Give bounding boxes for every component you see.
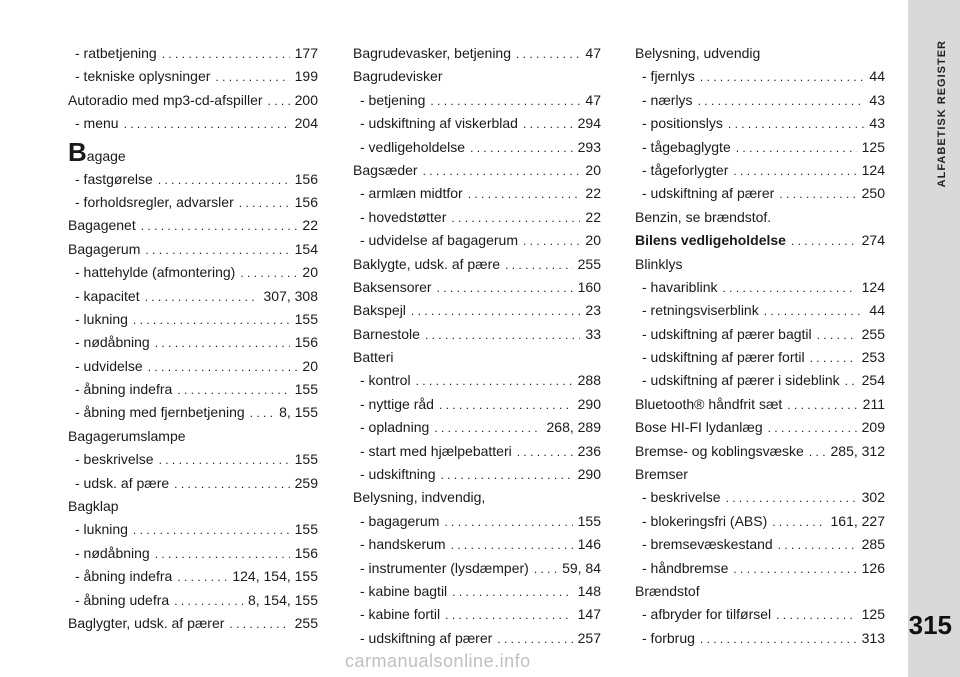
- entry-page-number: 285, 312: [830, 442, 885, 459]
- entry-page-number: 22: [302, 217, 318, 234]
- entry-term: - udskiftning af pærer fortil: [642, 349, 805, 366]
- dot-leader: [810, 347, 857, 369]
- entry-term: - kabine bagtil: [360, 582, 448, 599]
- entry-page-number: 259: [294, 474, 318, 491]
- dot-leader: [145, 239, 289, 261]
- entry-term: - kontrol: [360, 372, 411, 389]
- dot-leader: [733, 160, 856, 182]
- index-entry: [353, 486, 601, 509]
- entry-term: Bilens vedligeholdelse: [635, 232, 786, 249]
- dot-leader: [423, 160, 581, 182]
- entry-term: - nærlys: [642, 91, 693, 108]
- entry-term: - nødåbning: [75, 544, 150, 561]
- index-subentry: [635, 486, 885, 509]
- index-subentry: [635, 510, 885, 533]
- dot-leader: [411, 300, 581, 322]
- entry-term: - retningsviserblink: [642, 302, 759, 319]
- entry-term: - armlæn midtfor: [360, 185, 463, 202]
- index-entry: [68, 89, 318, 112]
- entry-page-number: 43: [869, 91, 885, 108]
- dot-leader: [268, 90, 290, 112]
- index-subentry: [68, 355, 318, 378]
- entry-page-number: 20: [302, 357, 318, 374]
- dot-leader: [733, 558, 856, 580]
- index-subentry: [353, 229, 601, 252]
- index-subentry: [68, 331, 318, 354]
- index-subentry: [68, 378, 318, 401]
- entry-page-number: 44: [869, 302, 885, 319]
- index-subentry: [68, 261, 318, 284]
- dot-leader: [779, 183, 856, 205]
- entry-page-number: 125: [861, 606, 885, 623]
- entry-term: Baglygter, udsk. af pærer: [68, 614, 225, 631]
- index-entry: [353, 253, 601, 276]
- entry-page-number: 204: [294, 115, 318, 132]
- entry-term: - udvidelse: [75, 357, 143, 374]
- entry-page-number: 44: [869, 68, 885, 85]
- entry-page-number: 156: [294, 170, 318, 187]
- entry-page-number: 161, 227: [830, 512, 885, 529]
- entry-page-number: 8, 155: [279, 404, 318, 421]
- index-subentry: [353, 206, 601, 229]
- entry-page-number: 8, 154, 155: [247, 591, 318, 608]
- entry-term: Bagrudevasker, betjening: [353, 45, 511, 61]
- entry-term: Bakspejl: [353, 302, 406, 319]
- dot-leader: [517, 441, 573, 463]
- entry-term: - nyttige råd: [360, 395, 434, 412]
- dot-leader: [468, 183, 581, 205]
- dot-leader: [791, 230, 857, 252]
- index-subentry: [635, 182, 885, 205]
- index-entry: [635, 416, 885, 439]
- entry-page-number: 293: [577, 138, 601, 155]
- index-subentry: [635, 533, 885, 556]
- dot-leader: [416, 370, 573, 392]
- index-subentry: [353, 112, 601, 135]
- entry-term: - vedligeholdelse: [360, 138, 466, 155]
- index-subentry: [353, 603, 601, 626]
- entry-term: - tågeforlygter: [642, 161, 729, 178]
- entry-page-number: 313: [861, 629, 885, 646]
- entry-term: Bagklap: [68, 498, 119, 515]
- entry-page-number: 155: [294, 381, 318, 398]
- dot-leader: [523, 113, 573, 135]
- index-subentry: [353, 627, 601, 650]
- entry-term: Baklygte, udsk. af pære: [353, 255, 501, 272]
- entry-term: - positionslys: [642, 115, 723, 132]
- dot-leader: [177, 379, 289, 401]
- index-entry: [635, 253, 885, 276]
- entry-page-number: 155: [577, 512, 601, 529]
- entry-term: Barnestole: [353, 325, 420, 342]
- entry-term: Bluetooth® håndfrit sæt: [635, 395, 783, 412]
- index-subentry: [68, 112, 318, 135]
- index-subentry: [353, 510, 601, 533]
- index-subentry: [635, 299, 885, 322]
- index-column-2: [353, 42, 601, 650]
- dot-leader: [439, 394, 573, 416]
- index-subentry: [353, 557, 601, 580]
- index-subentry: [68, 401, 318, 424]
- index-entry: [68, 425, 318, 448]
- entry-page-number: 154: [294, 240, 318, 257]
- entry-term: - nødåbning: [75, 334, 150, 351]
- entry-term: - forbrug: [642, 629, 695, 646]
- entry-page-number: 257: [577, 629, 601, 646]
- dot-leader: [523, 230, 580, 252]
- dot-leader: [698, 90, 865, 112]
- dot-leader: [133, 519, 290, 541]
- entry-term: - forholdsregler, advarsler: [75, 193, 234, 210]
- index-subentry: [635, 557, 885, 580]
- index-entry: [635, 580, 885, 603]
- entry-page-number: 156: [294, 544, 318, 561]
- entry-page-number: 250: [861, 185, 885, 202]
- entry-page-number: 209: [861, 419, 885, 436]
- index-subentry: [635, 627, 885, 650]
- entry-page-number: 47: [585, 91, 601, 108]
- section-heading-rest: agage: [86, 147, 126, 164]
- entry-page-number: 155: [294, 451, 318, 468]
- index-subentry: [353, 136, 601, 159]
- entry-page-number: 146: [577, 536, 601, 553]
- dot-leader: [174, 590, 243, 612]
- dot-leader: [250, 402, 274, 424]
- entry-term: Bose HI-FI lydanlæg: [635, 419, 763, 436]
- index-entry: [635, 206, 885, 229]
- dot-leader: [845, 370, 857, 392]
- entry-page-number: 155: [294, 521, 318, 538]
- index-subentry: [635, 346, 885, 369]
- entry-term: Bremse- og koblingsvæske: [635, 442, 804, 459]
- entry-term: - udskiftning: [360, 466, 436, 483]
- entry-term: - udskiftning af pærer: [360, 629, 493, 646]
- section-sidebar: [908, 0, 960, 677]
- entry-term: - blokeringsfri (ABS): [642, 512, 768, 529]
- dot-leader: [700, 66, 865, 88]
- index-subentry: [68, 168, 318, 191]
- index-subentry: [635, 65, 885, 88]
- entry-page-number: 148: [577, 582, 601, 599]
- dot-leader: [434, 417, 541, 439]
- index-subentry: [635, 369, 885, 392]
- dot-leader: [177, 566, 227, 588]
- index-subentry: [68, 42, 318, 65]
- index-column-1: [68, 42, 318, 635]
- entry-term: Bagagenet: [68, 217, 136, 234]
- dot-leader: [239, 192, 290, 214]
- index-subentry: [68, 518, 318, 541]
- entry-term: - tekniske oplysninger: [75, 68, 211, 85]
- entry-page-number: 124, 154, 155: [232, 568, 318, 585]
- dot-leader: [148, 356, 298, 378]
- dot-leader: [430, 90, 580, 112]
- entry-term: - start med hjælpebatteri: [360, 442, 512, 459]
- index-entry: [635, 463, 885, 486]
- dot-leader: [764, 300, 865, 322]
- page-number: 315: [908, 610, 952, 640]
- index-subentry: [635, 136, 885, 159]
- index-subentry: [353, 89, 601, 112]
- entry-term: Belysning, udvendig: [635, 45, 761, 61]
- index-column-3: [635, 42, 885, 650]
- index-subentry: [68, 565, 318, 588]
- dot-leader: [470, 137, 573, 159]
- index-subentry: [353, 463, 601, 486]
- index-entry: [353, 65, 601, 88]
- entry-term: - håndbremse: [642, 559, 729, 576]
- dot-leader: [141, 215, 298, 237]
- entry-term: - menu: [75, 115, 119, 132]
- dot-leader: [722, 277, 856, 299]
- entry-term: Bagsæder: [353, 161, 418, 178]
- entry-page-number: 22: [585, 208, 601, 225]
- entry-term: - tågebaglygte: [642, 138, 731, 155]
- entry-term: - hovedstøtter: [360, 208, 447, 225]
- entry-term: - udskiftning af viskerblad: [360, 115, 518, 132]
- dot-leader: [787, 394, 857, 416]
- index-entry: [635, 393, 885, 416]
- index-entry: [68, 214, 318, 237]
- index-subentry: [635, 159, 885, 182]
- entry-term: - bagagerum: [360, 512, 440, 529]
- entry-page-number: 177: [294, 45, 318, 61]
- index-subentry: [635, 89, 885, 112]
- entry-term: - lukning: [75, 310, 128, 327]
- entry-term: - kabine fortil: [360, 606, 441, 623]
- entry-term: - åbning indefra: [75, 381, 173, 398]
- entry-term: - opladning: [360, 419, 430, 436]
- dot-leader: [133, 309, 290, 331]
- dot-leader: [768, 417, 857, 439]
- index-subentry: [635, 603, 885, 626]
- section-initial: B: [68, 136, 87, 167]
- index-subentry: [68, 589, 318, 612]
- entry-term: Benzin, se brændstof.: [635, 208, 772, 225]
- entry-term: Brændstof: [635, 582, 700, 599]
- index-subentry: [353, 440, 601, 463]
- entry-term: - afbryder for tilførsel: [642, 606, 772, 623]
- entry-page-number: 156: [294, 193, 318, 210]
- dot-leader: [158, 169, 290, 191]
- index-subentry: [68, 65, 318, 88]
- entry-page-number: 302: [861, 489, 885, 506]
- entry-term: Bremser: [635, 466, 688, 483]
- dot-leader: [174, 473, 289, 495]
- index-subentry: [635, 323, 885, 346]
- entry-page-number: 59, 84: [562, 559, 601, 576]
- entry-page-number: 155: [294, 310, 318, 327]
- entry-page-number: 254: [861, 372, 885, 389]
- index-subentry: [353, 393, 601, 416]
- dot-leader: [145, 286, 259, 308]
- index-subentry: [635, 112, 885, 135]
- index-entry: [353, 346, 601, 369]
- entry-term: - beskrivelse: [642, 489, 721, 506]
- entry-page-number: 156: [294, 334, 318, 351]
- dot-leader: [736, 137, 857, 159]
- index-subentry: [353, 533, 601, 556]
- index-entry: [353, 42, 601, 65]
- entry-page-number: 126: [861, 559, 885, 576]
- index-subentry: [68, 308, 318, 331]
- index-subentry: [68, 285, 318, 308]
- dot-leader: [505, 254, 573, 276]
- dot-leader: [809, 441, 826, 463]
- dot-leader: [215, 66, 289, 88]
- dot-leader: [155, 332, 290, 354]
- index-entry: [353, 159, 601, 182]
- dot-leader: [776, 604, 857, 626]
- entry-page-number: 294: [577, 115, 601, 132]
- dot-leader: [159, 449, 290, 471]
- index-subentry: [635, 276, 885, 299]
- dot-leader: [728, 113, 865, 135]
- entry-page-number: 199: [294, 68, 318, 85]
- dot-leader: [124, 113, 290, 135]
- entry-page-number: 47: [585, 45, 601, 61]
- entry-page-number: 160: [577, 278, 601, 295]
- dot-leader: [516, 43, 580, 65]
- entry-page-number: 290: [577, 466, 601, 483]
- entry-term: - udskiftning af pærer bagtil: [642, 325, 812, 342]
- index-entry: [353, 276, 601, 299]
- entry-term: - betjening: [360, 91, 426, 108]
- dot-leader: [726, 487, 857, 509]
- entry-page-number: 20: [585, 161, 601, 178]
- index-entry: [635, 229, 885, 252]
- dot-leader: [452, 581, 572, 603]
- entry-term: - åbning indefra: [75, 568, 173, 585]
- entry-term: Blinklys: [635, 255, 683, 272]
- dot-leader: [451, 534, 573, 556]
- entry-term: Batteri: [353, 349, 394, 366]
- index-subentry: [68, 472, 318, 495]
- entry-term: Belysning, indvendig,: [353, 489, 486, 506]
- entry-term: Bagrudevisker: [353, 68, 443, 85]
- watermark-footer: carmanualsonline.info: [345, 651, 531, 671]
- index-entry: [68, 238, 318, 261]
- entry-page-number: 33: [585, 325, 601, 342]
- entry-page-number: 255: [861, 325, 885, 342]
- entry-page-number: 22: [585, 185, 601, 202]
- entry-term: - ratbetjening: [75, 45, 157, 61]
- index-subentry: [68, 191, 318, 214]
- dot-leader: [162, 43, 290, 65]
- entry-page-number: 20: [585, 232, 601, 249]
- entry-term: - udvidelse af bagagerum: [360, 232, 518, 249]
- section-label: ALFABETISK REGISTER: [936, 40, 948, 188]
- entry-term: - fastgørelse: [75, 170, 153, 187]
- index-entry: [353, 323, 601, 346]
- index-subentry: [68, 448, 318, 471]
- index-entry: [68, 612, 318, 635]
- entry-term: - hattehylde (afmontering): [75, 264, 236, 281]
- entry-term: - lukning: [75, 521, 128, 538]
- index-subentry: [353, 369, 601, 392]
- entry-term: - kapacitet: [75, 287, 140, 304]
- index-entry: [68, 495, 318, 518]
- dot-leader: [240, 262, 297, 284]
- index-subentry: [353, 416, 601, 439]
- dot-leader: [451, 207, 580, 229]
- entry-page-number: 20: [302, 264, 318, 281]
- dot-leader: [778, 534, 857, 556]
- entry-term: - fjernlys: [642, 68, 695, 85]
- entry-page-number: 255: [294, 614, 318, 631]
- entry-term: - udsk. af pære: [75, 474, 170, 491]
- entry-page-number: 255: [577, 255, 601, 272]
- entry-page-number: 268, 289: [546, 419, 601, 436]
- entry-term: - åbning udefra: [75, 591, 170, 608]
- dot-leader: [700, 628, 857, 650]
- entry-term: - havariblink: [642, 278, 718, 295]
- entry-page-number: 43: [869, 115, 885, 132]
- entry-page-number: 236: [577, 442, 601, 459]
- entry-page-number: 253: [861, 349, 885, 366]
- dot-leader: [155, 543, 290, 565]
- entry-term: Bagagerumslampe: [68, 427, 186, 444]
- entry-page-number: 147: [577, 606, 601, 623]
- entry-page-number: 211: [862, 395, 885, 412]
- entry-page-number: 285: [861, 536, 885, 553]
- entry-term: - åbning med fjernbetjening: [75, 404, 245, 421]
- entry-term: - beskrivelse: [75, 451, 154, 468]
- dot-leader: [534, 558, 557, 580]
- entry-term: Baksensorer: [353, 278, 432, 295]
- dot-leader: [444, 511, 572, 533]
- entry-page-number: 274: [861, 232, 885, 249]
- dot-leader: [497, 628, 572, 650]
- index-subentry: [68, 542, 318, 565]
- entry-term: - udskiftning af pærer i sideblink: [642, 372, 840, 389]
- entry-page-number: 290: [577, 395, 601, 412]
- dot-leader: [437, 277, 573, 299]
- dot-leader: [425, 324, 580, 346]
- index-entry: [635, 42, 885, 65]
- dot-leader: [817, 324, 857, 346]
- entry-term: - handskerum: [360, 536, 446, 553]
- entry-page-number: 124: [861, 161, 885, 178]
- index-subentry: [353, 580, 601, 603]
- entry-page-number: 307, 308: [263, 287, 318, 304]
- entry-page-number: 23: [585, 302, 601, 319]
- dot-leader: [229, 613, 289, 635]
- entry-term: - udskiftning af pærer: [642, 185, 775, 202]
- section-letter-heading: [68, 136, 318, 168]
- entry-page-number: 125: [861, 138, 885, 155]
- entry-term: - instrumenter (lysdæmper): [360, 559, 529, 576]
- entry-term: Bagagerum: [68, 240, 141, 257]
- entry-page-number: 288: [577, 372, 601, 389]
- dot-leader: [772, 511, 825, 533]
- dot-leader: [445, 604, 572, 626]
- dot-leader: [440, 464, 572, 486]
- entry-term: Autoradio med mp3-cd-afspiller: [68, 91, 263, 108]
- index-entry: [353, 299, 601, 322]
- index-entry: [635, 440, 885, 463]
- entry-term: - bremsevæskestand: [642, 536, 773, 553]
- entry-page-number: 124: [861, 278, 885, 295]
- entry-page-number: 200: [294, 91, 318, 108]
- index-subentry: [353, 182, 601, 205]
